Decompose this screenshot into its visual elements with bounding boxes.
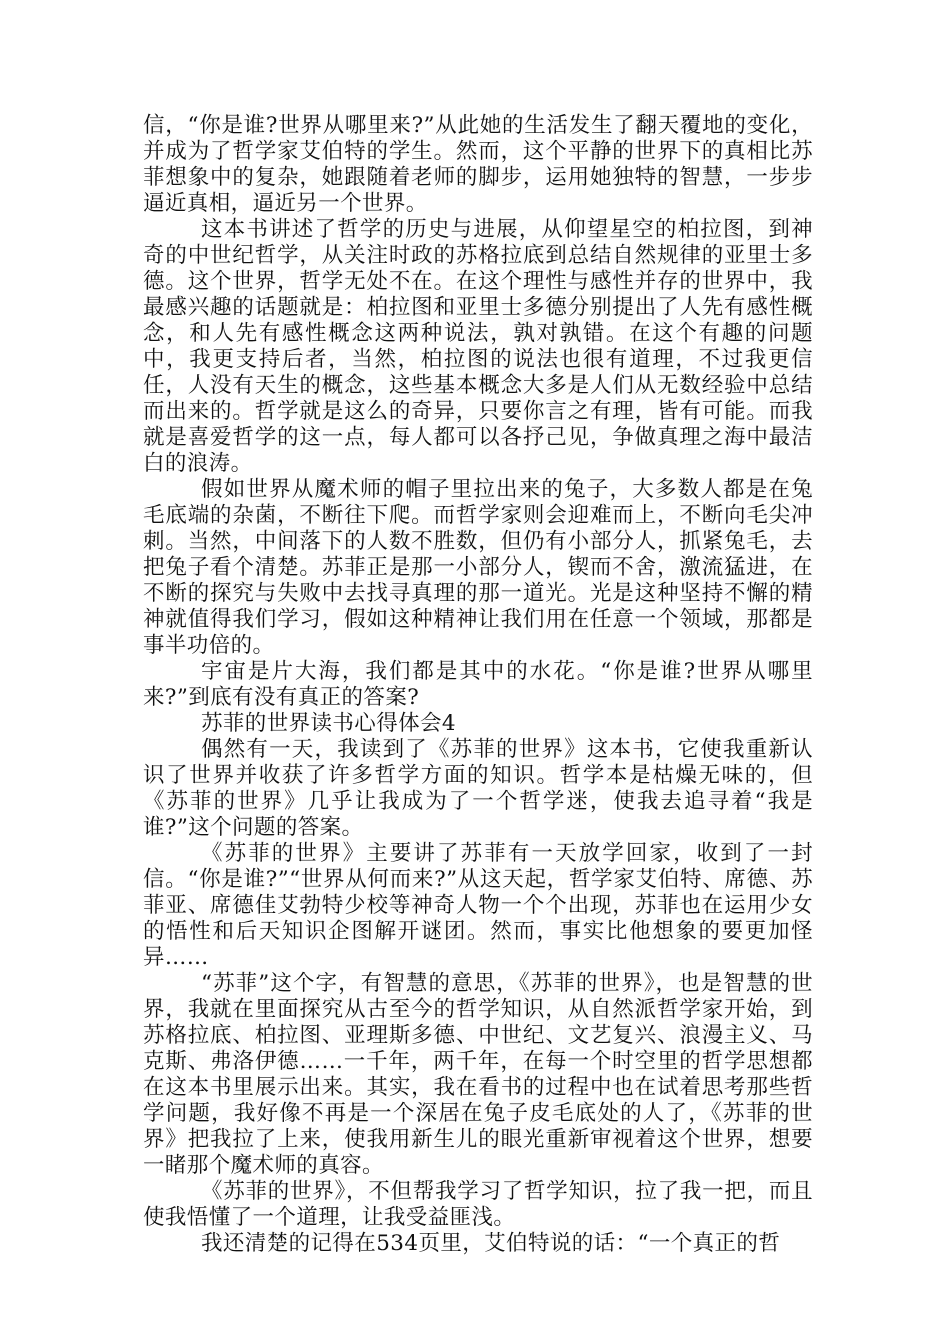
- paragraph: 《苏菲的世界》主要讲了苏菲有一天放学回家，收到了一封信。“你是谁?”“世界从何而来?”从这天起，哲学家艾伯特、席德、苏菲亚、席德佳艾勃特少校等神奇人物一个个出现，苏菲也在运用少女的悟性和后天知识企图解开谜团。然而，事实比他想象的要更加怪异……: [143, 841, 813, 970]
- paragraph: 我还清楚的记得在534页里，艾伯特说的话：“一个真正的哲: [201, 1231, 781, 1256]
- paragraph: 这本书讲述了哲学的历史与进展，从仰望星空的柏拉图，到神奇的中世纪哲学，从关注时政的苏格拉底到总结自然规律的亚里士多德。这个世界，哲学无处不在。在这个理性与感性并存的世界中，我最感兴趣的话题就是：柏拉图和亚里士多德分别提出了人先有感性概念，和人先有感性概念这两种说法，孰对孰错。在这个有趣的问题中，我更支持后者，当然，柏拉图的说法也很有道理，不过我更信任，人没有天生的概念，这些基本概念大多是人们从无数经验中总结而出来的。哲学就是这么的奇异，只要你言之有理，皆有可能。而我就是喜爱哲学的这一点，每人都可以各抒己见，争做真理之海中最洁白的浪涛。: [143, 217, 813, 476]
- paragraph: 《苏菲的世界》，不但帮我学习了哲学知识，拉了我一把，而且使我悟懂了一个道理，让我受益匪浅。: [143, 1179, 813, 1230]
- paragraph: 假如世界从魔术师的帽子里拉出来的兔子，大多数人都是在兔毛底端的杂菌，不断往下爬。而哲学家则会迎难而上，不断向毛尖冲刺。当然，中间落下的人数不胜数，但仍有小部分人，抓紧兔毛，去把兔子看个清楚。苏菲正是那一小部分人，锲而不舍，激流猛进，在不断的探究与失败中去找寻真理的那一道光。光是这种坚持不懈的精神就值得我们学习，假如这种精神让我们用在任意一个领域，那都是事半功倍的。: [143, 477, 813, 658]
- section-heading: 苏菲的世界读书心得体会4: [201, 711, 456, 736]
- paragraph: “苏菲”这个字，有智慧的意思，《苏菲的世界》，也是智慧的世界，我就在里面探究从古至今的哲学知识，从自然派哲学家开始，到苏格拉底、柏拉图、亚理斯多德、中世纪、文艺复兴、浪漫主义、马克斯、弗洛伊德……一千年，两千年，在每一个时空里的哲学思想都在这本书里展示出来。其实，我在看书的过程中也在试着思考那些哲学问题，我好像不再是一个深居在兔子皮毛底处的人了，《苏菲的世界》把我拉了上来，使我用新生儿的眼光重新审视着这个世界，想要一睹那个魔术师的真容。: [143, 971, 813, 1178]
- paragraph: 信，“你是谁?世界从哪里来?”从此她的生活发生了翻天覆地的变化，并成为了哲学家艾伯特的学生。然而，这个平静的世界下的真相比苏菲想象中的复杂，她跟随着老师的脚步，运用她独特的智慧，一步步逼近真相，逼近另一个世界。: [143, 113, 813, 216]
- document-body: [143, 113, 813, 1257]
- paragraph: 宇宙是片大海，我们都是其中的水花。“你是谁?世界从哪里来?”到底有没有真正的答案?: [143, 659, 813, 710]
- paragraph: 偶然有一天，我读到了《苏菲的世界》这本书，它使我重新认识了世界并收获了许多哲学方面的知识。哲学本是枯燥无味的，但《苏菲的世界》几乎让我成为了一个哲学迷，使我去追寻着“我是谁?”这个问题的答案。: [143, 737, 813, 840]
